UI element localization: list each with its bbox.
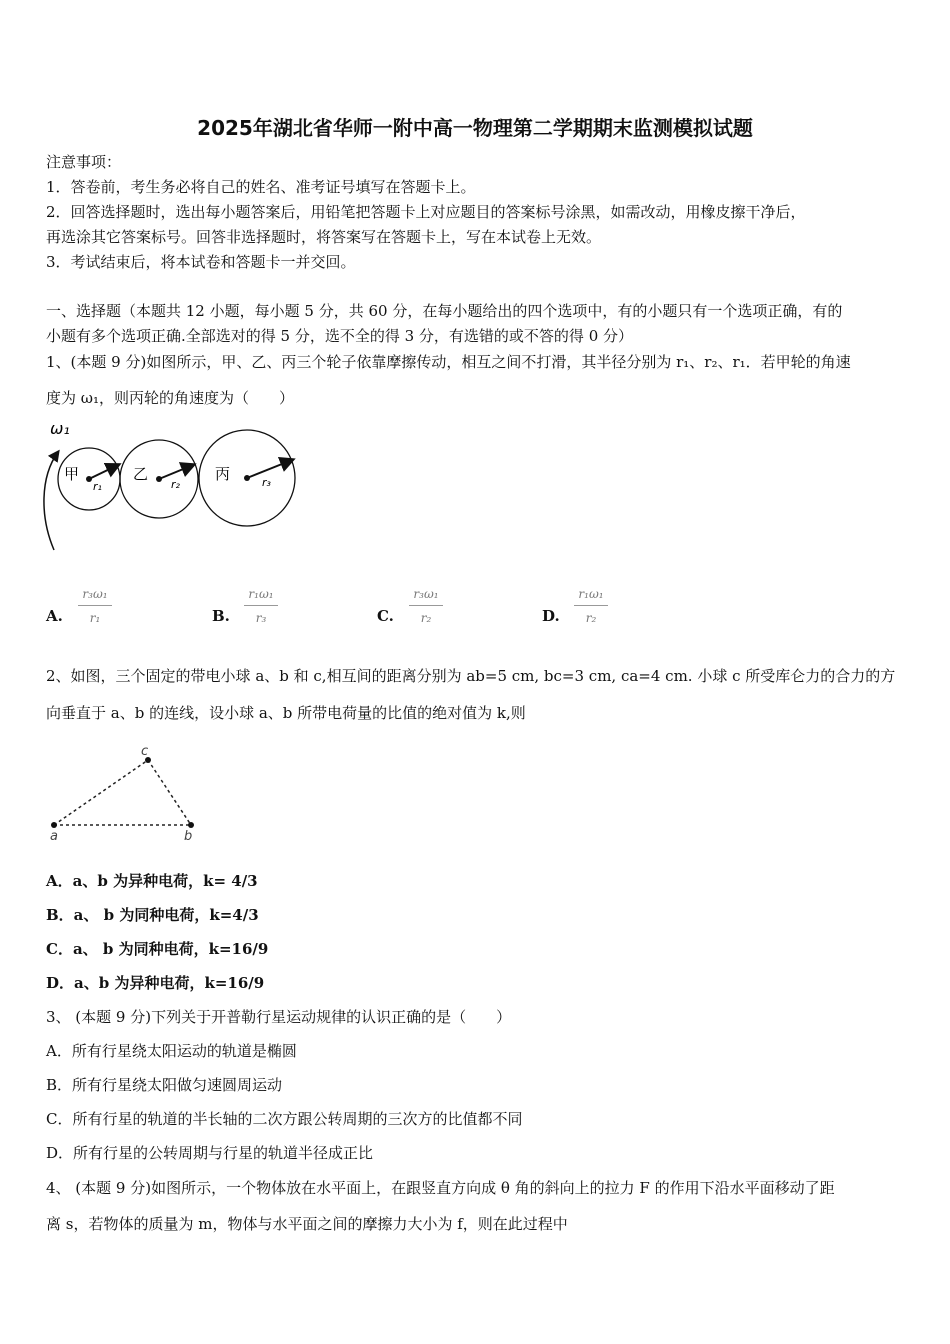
notice-item: 3．考试结束后，将本试卷和答题卡一并交回。 [46,253,356,271]
section-header: 一、选择题（本题共 12 小题，每小题 5 分，共 60 分，在每小题给出的四个选项中，有的小题只有一个选项正确，有的 [46,302,843,320]
radius-label: r₃ [262,476,271,489]
ball-a [51,822,57,828]
wheel-name: 丙 [215,465,231,483]
option-d[interactable]: D．所有行星的公转周期与行星的轨道半径成正比 [46,1144,374,1162]
question-1-stem: 度为 ω₁，则丙轮的角速度为（ ） [46,389,295,407]
wheel-name: 乙 [133,465,149,483]
option-a[interactable]: A．a、b 为异种电荷，k= 4/3 [46,872,258,890]
rotation-arrow [44,452,58,550]
option-d[interactable]: D．a、b 为异种电荷，k=16/9 [46,974,265,992]
option-b[interactable]: B．a、 b 为同种电荷，k=4/3 [46,906,259,924]
point-label-a: a [50,829,58,844]
page-title: 2025年湖北省华师一附中高一物理第二学期期末监测模拟试题 [197,116,753,140]
section-header: 小题有多个选项正确.全部选对的得 5 分，选不全的得 3 分，有选错的或不答的得 0 分） [46,327,634,345]
option-c[interactable]: C．a、 b 为同种电荷，k=16/9 [46,940,269,958]
question-3-stem: 3、 (本题 9 分)下列关于开普勒行星运动规律的认识正确的是（ ） [46,1008,512,1026]
notice-heading: 注意事项： [46,153,122,171]
radius-label: r₂ [171,478,180,491]
question-1-stem: 1、(本题 9 分)如图所示，甲、乙、丙三个轮子依靠摩擦传动，相互之间不打滑，其半径分别为 r₁、r₂、r₁．若甲轮的角速 [46,353,851,371]
fraction: r₁ω₁ r₂ [574,585,608,627]
question-2-stem: 2、如图，三个固定的带电小球 a、b 和 c,相互间的距离分别为 ab=5 cm, bc=3 cm, ca=4 cm. 小球 c 所受库仑力的合力的方 [46,667,896,685]
radius-label: r₁ [93,480,102,493]
fraction: r₃ω₁ r₁ [78,585,112,627]
fraction: r₁ω₁ r₃ [244,585,278,627]
option-a[interactable]: A．所有行星绕太阳运动的轨道是椭圆 [46,1042,297,1060]
question-4-stem: 4、 (本题 9 分)如图所示，一个物体放在水平面上，在跟竖直方向成 θ 角的斜向上的拉力 F 的作用下沿水平面移动了距 [46,1179,835,1197]
question-4-stem: 离 s，若物体的质量为 m，物体与水平面之间的摩擦力大小为 f，则在此过程中 [46,1215,568,1233]
notice-item: 2．回答选择题时，选出每小题答案后，用铅笔把答题卡上对应题目的答案标号涂黑，如需改动，用橡皮擦干净后， [46,203,806,221]
triangle-diagram [44,742,204,842]
point-label-b: b [184,829,193,844]
omega-label: ω₁ [50,419,70,438]
fraction: r₃ω₁ r₂ [409,585,443,627]
question-2-stem: 向垂直于 a、b 的连线，设小球 a、b 所带电荷量的比值的绝对值为 k,则 [46,704,526,722]
wheel-diagram [38,412,308,562]
question-1-options: A. r₃ω₁ r₁ B. r₁ω₁ r₃ C. r₃ω₁ r₂ D. r₁ω₁ r₂ [46,585,906,635]
ball-b [188,822,194,828]
option-b[interactable]: B．所有行星绕太阳做匀速圆周运动 [46,1076,283,1094]
notice-item: 1．答卷前，考生务必将自己的姓名、准考证号填写在答题卡上。 [46,178,476,196]
option-c[interactable]: C．所有行星的轨道的半长轴的二次方跟公转周期的三次方的比值都不同 [46,1110,523,1128]
wheel-name: 甲 [64,465,80,483]
notice-item: 再选涂其它答案标号。回答非选择题时，将答案写在答题卡上，写在本试卷上无效。 [46,228,602,246]
point-label-c: c [141,744,149,759]
